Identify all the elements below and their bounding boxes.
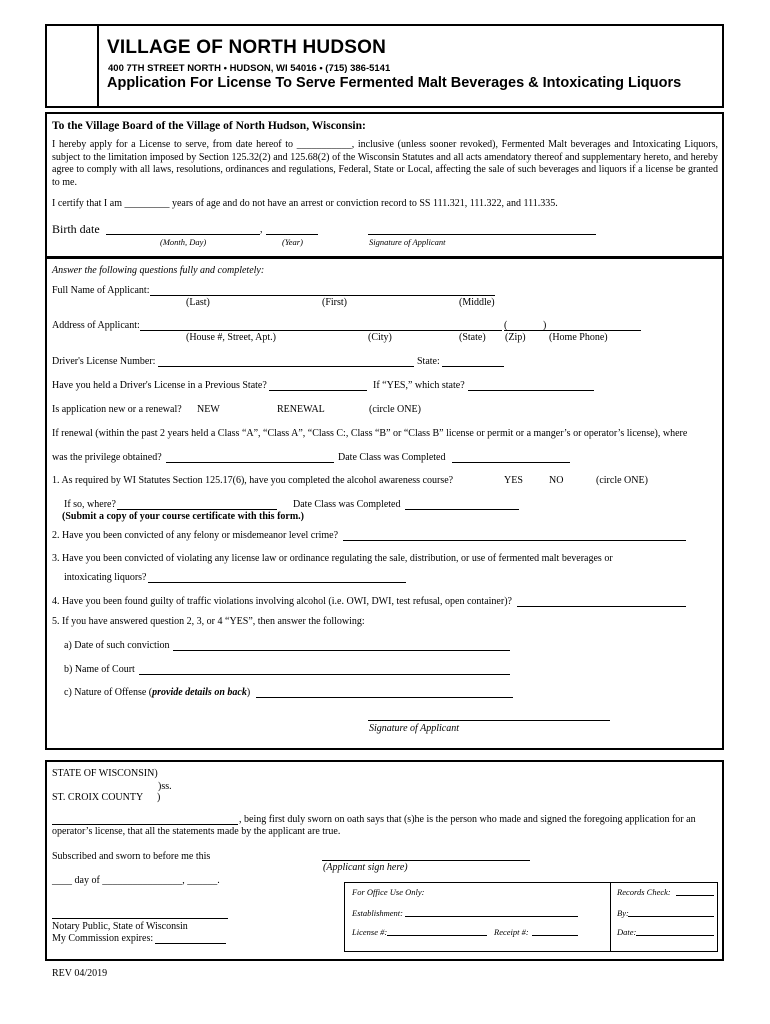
village-address: 400 7TH STREET NORTH • HUDSON, WI 54016 • (715) 386-5141 (108, 63, 391, 74)
office-date-field[interactable] (636, 935, 714, 936)
intro-paragraph: I hereby apply for a License to serve, from date hereof to ___________, inclusive (unless sooner revoked), Fermented Malt beverages and Intoxicating Liquors, subject to the limitation imposed by Section 125.32(2) and 125.68(2) of the Wisconsin Statutes and all acts amendatory thereof and supplementary hereto, and hereby agree to comply with all laws, resolutions, ordinances and regulations, Federal, State or Local, affecting the sale of such beverages and liquors if a license be granted to me. (52, 139, 718, 188)
instructions: Answer the following questions fully and completely: (52, 265, 265, 276)
applicant-sign-field[interactable] (322, 860, 530, 861)
intro-heading: To the Village Board of the Village of North Hudson, Wisconsin: (52, 120, 366, 132)
if-yes-label: If “YES,” which state? (373, 380, 465, 391)
month-day-caption: (Month, Day) (160, 237, 207, 247)
q5c-pre: c) Nature of Offense ( (64, 687, 153, 698)
license-field[interactable] (387, 935, 487, 936)
header-divider (97, 24, 99, 108)
by-field[interactable] (628, 916, 714, 917)
q5c-details: provide details on back (152, 687, 247, 698)
course-date-field[interactable] (405, 509, 519, 510)
course-date-label: Date Class was Completed (293, 499, 401, 510)
question-5a: a) Date of such conviction (64, 640, 170, 651)
house-caption: (House #, Street, Apt.) (186, 332, 276, 343)
q1-circle-one: (circle ONE) (596, 475, 648, 486)
sworn-statement-2: operator’s license, that all the statements made by the applicant are true. (52, 826, 341, 837)
q5c-field[interactable] (256, 697, 513, 698)
birth-year-field[interactable] (266, 234, 318, 235)
question-5b: b) Name of Court (64, 664, 135, 675)
new-renewal-label: Is application new or a renewal? (52, 404, 182, 415)
by-label: By: (617, 908, 629, 918)
questions-signature-field[interactable] (368, 720, 610, 721)
receipt-field[interactable] (532, 935, 578, 936)
county-paren: ) (157, 792, 161, 803)
first-caption: (First) (322, 297, 347, 308)
commission-label: My Commission expires: (52, 933, 154, 944)
records-check-field[interactable] (676, 895, 714, 896)
intro-signature-caption: Signature of Applicant (369, 237, 446, 247)
full-name-field[interactable] (150, 295, 495, 296)
last-caption: (Last) (186, 297, 210, 308)
question-1: 1. As required by WI Statutes Section 125.17(6), have you completed the alcohol awareness course? (52, 475, 454, 486)
notary-label: Notary Public, State of Wisconsin (52, 921, 188, 932)
renewal-text: If renewal (within the past 2 years held a Class “A”, “Class A”, “Class C:, Class “B” or “Class B” license or permit or a manger’s or operator’s license), where (52, 428, 688, 439)
question-5: 5. If you have answered question 2, 3, or 4 “YES”, then answer the following: (52, 616, 365, 627)
obtained-field[interactable] (166, 462, 334, 463)
q5c-post: ) (246, 687, 251, 698)
question-3a: 3. Have you been convicted of violating any license law or ordinance regulating the sale, distribution, or use of fermented malt beverages or (52, 553, 613, 564)
address-label: Address of Applicant: (52, 320, 140, 331)
license-label: License #: (352, 927, 388, 937)
prev-dl-label: Have you held a Driver's License in a Previous State? (52, 380, 267, 391)
intro-signature-field[interactable] (368, 234, 596, 235)
establishment-label: Establishment: (352, 908, 403, 918)
office-title: For Office Use Only: (352, 887, 425, 897)
q3-field[interactable] (148, 582, 406, 583)
revision-label: REV 04/2019 (52, 968, 108, 979)
question-3b: intoxicating liquors? (64, 572, 147, 583)
dl-number-field[interactable] (158, 366, 414, 367)
dl-state-label: State: (417, 356, 440, 367)
sworn-statement: , being first duly sworn on oath says that (s)he is the person who made and signed the foregoing application for an (239, 814, 696, 825)
phone-paren-open: ( (504, 320, 508, 331)
course-where-field[interactable] (117, 509, 277, 510)
city-caption: (City) (368, 332, 392, 343)
commission-field[interactable] (155, 943, 226, 944)
records-check-label: Records Check: (617, 887, 671, 897)
state-caption: (State) (459, 332, 486, 343)
if-so-label: If so, where? (64, 499, 116, 510)
home-phone-caption: (Home Phone) (549, 332, 608, 343)
submit-note: (Submit a copy of your course certificate with this form.) (62, 511, 304, 522)
applicant-sign-caption: (Applicant sign here) (323, 862, 408, 873)
renewal-date-label: Date Class was Completed (338, 452, 446, 463)
application-title: Application For License To Serve Fermented Malt Beverages & Intoxicating Liquors (107, 75, 682, 91)
question-5c (64, 687, 250, 698)
which-state-field[interactable] (468, 390, 594, 391)
subscribed-text: Subscribed and sworn to before me this (52, 851, 211, 862)
notary-signature-field[interactable] (52, 918, 228, 919)
address-field[interactable] (140, 330, 502, 331)
office-date-label: Date: (617, 927, 637, 937)
questions-signature-caption: Signature of Applicant (369, 723, 459, 734)
question-2: 2. Have you been convicted of any felony or misdemeanor level crime? (52, 530, 339, 541)
q4-field[interactable] (517, 606, 686, 607)
dl-number-label: Driver's License Number: (52, 356, 156, 367)
zip-caption: (Zip) (505, 332, 526, 343)
birth-comma: , (260, 224, 263, 235)
state-of-wisconsin: STATE OF WISCONSIN) (52, 768, 158, 779)
circle-one-note: (circle ONE) (369, 404, 421, 415)
q5b-field[interactable] (139, 674, 510, 675)
ss-label: )ss. (158, 781, 172, 792)
new-option[interactable]: NEW (197, 404, 220, 415)
middle-caption: (Middle) (459, 297, 495, 308)
office-divider (610, 882, 611, 952)
q1-no-option[interactable]: NO (549, 475, 564, 486)
q2-field[interactable] (343, 540, 686, 541)
renewal-date-field[interactable] (452, 462, 570, 463)
certify-text: I certify that I am _________ years of age and do not have an arrest or conviction record to SS 111.321, 111.322, and 111.335. (52, 198, 558, 209)
q1-yes-option[interactable]: YES (504, 475, 523, 486)
renewal-option[interactable]: RENEWAL (277, 404, 325, 415)
sworn-name-field[interactable] (52, 824, 238, 825)
q5a-field[interactable] (173, 650, 510, 651)
question-4: 4. Have you been found guilty of traffic violations involving alcohol (i.e. OWI, DWI, test refusal, open container)? (52, 596, 512, 607)
day-of-line: ____ day of ________________, ______. (52, 875, 220, 886)
home-phone-field[interactable] (504, 330, 641, 331)
st-croix-county: ST. CROIX COUNTY (52, 792, 144, 803)
birth-date-label: Birth date (52, 222, 100, 236)
establishment-field[interactable] (405, 916, 578, 917)
phone-paren-close: ) (543, 320, 547, 331)
obtained-label: was the privilege obtained? (52, 452, 162, 463)
receipt-label: Receipt #: (494, 927, 529, 937)
birth-month-day-field[interactable] (106, 234, 260, 235)
prev-dl-field[interactable] (269, 390, 367, 391)
dl-state-field[interactable] (442, 366, 504, 367)
full-name-label: Full Name of Applicant: (52, 285, 150, 296)
village-title: VILLAGE OF NORTH HUDSON (107, 37, 387, 58)
year-caption: (Year) (282, 237, 303, 247)
